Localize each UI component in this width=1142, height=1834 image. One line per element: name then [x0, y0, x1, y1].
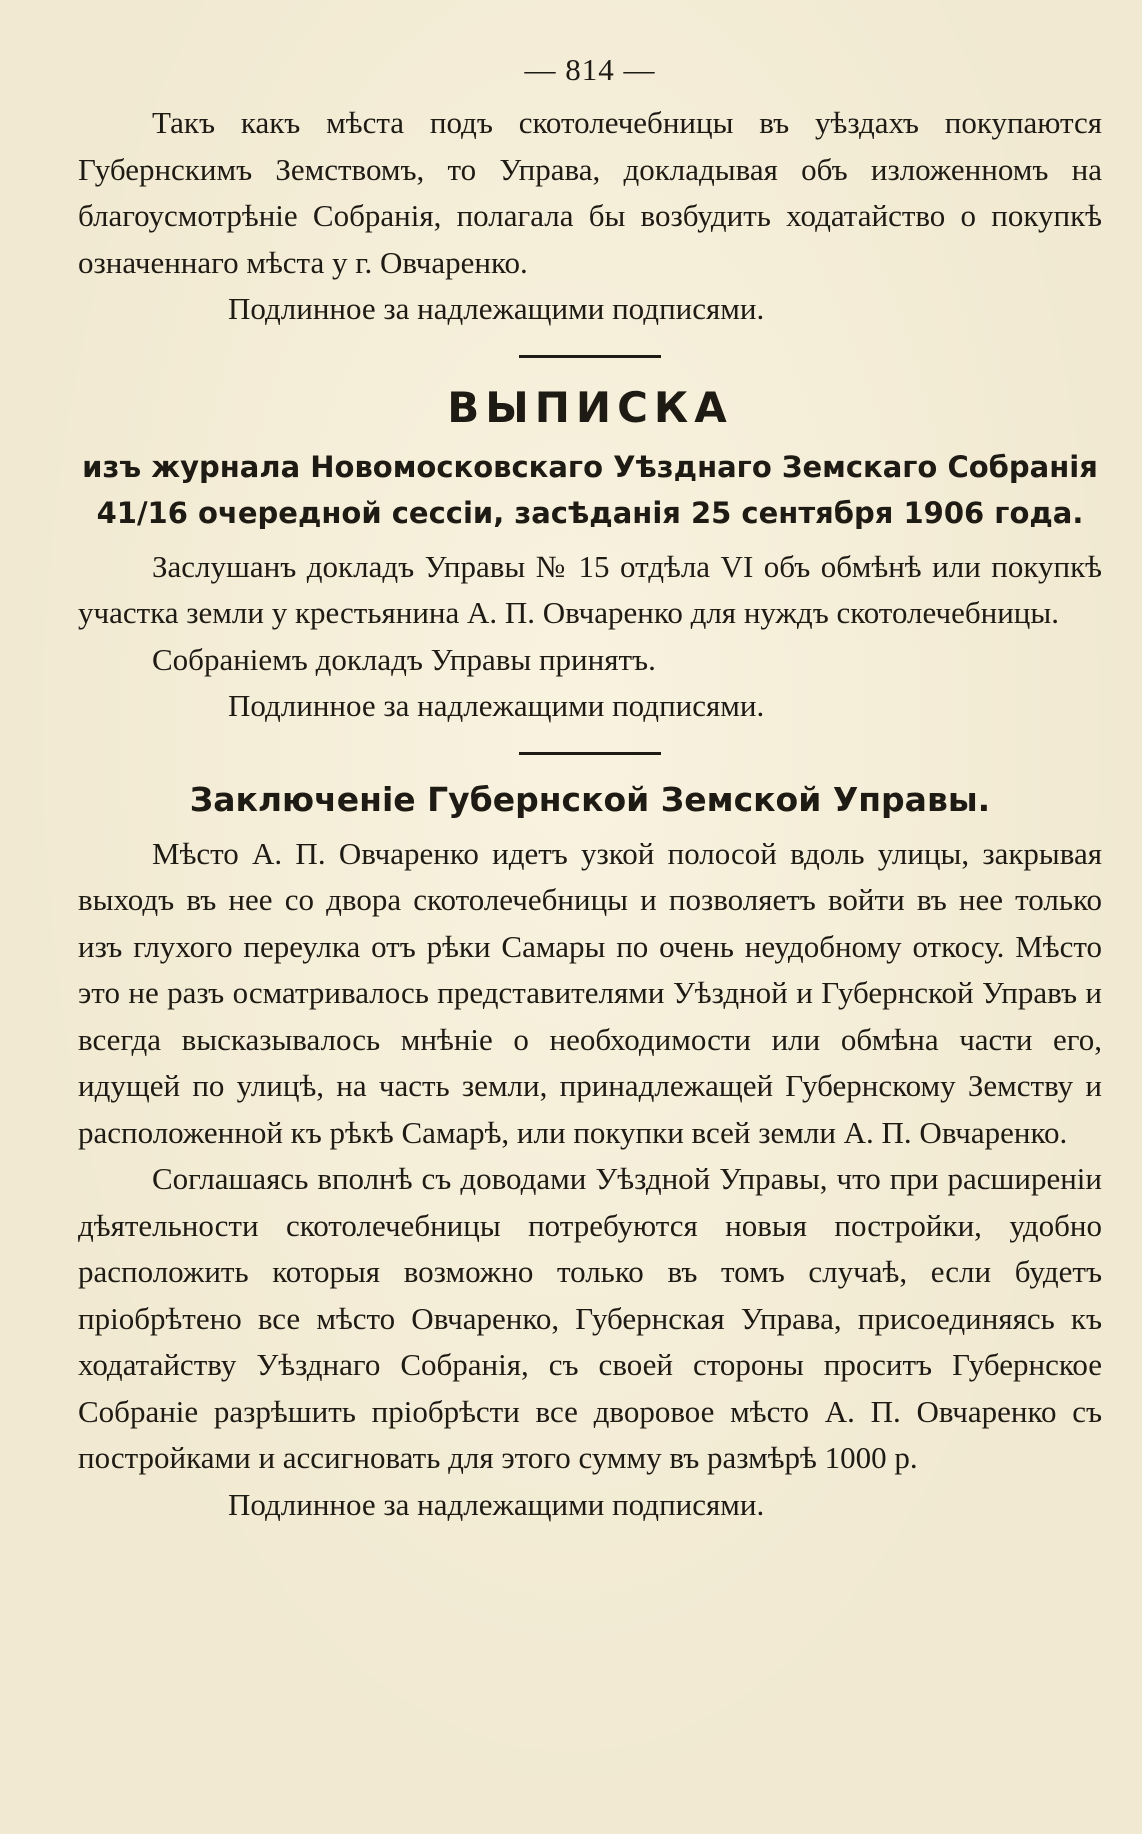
- conclusion-section: [78, 775, 1102, 1529]
- section-divider: [519, 752, 661, 755]
- section-divider: [519, 355, 661, 358]
- page-number: — 814 —: [524, 52, 656, 87]
- extract-title: ВЫПИСКА: [447, 382, 733, 432]
- extract-subtitle: изъ журнала Новомосковскаго Уѣзднаго Земскаго Собранія 41/16 очередной сессіи, засѣданія 25 сентября 1906 года.: [82, 449, 1098, 530]
- intro-section: [78, 100, 1102, 333]
- intro-signature: Подлинное за надлежащими подписями.: [228, 291, 765, 326]
- intro-paragraph: Такъ какъ мѣста подъ скотолечебницы въ уѣздахъ покупаются Губернскимъ Земствомъ, то Управа, докладывая объ изложенномъ на благоусмотрѣніе Собранія, полагала бы возбудить ходатайство о покупкѣ означеннаго мѣста у г. Овчаренко.: [78, 105, 1102, 280]
- extract-signature: Подлинное за надлежащими подписями.: [228, 688, 765, 723]
- extract-section: [78, 378, 1102, 730]
- extract-paragraph: Заслушанъ докладъ Управы № 15 отдѣла VI объ обмѣнѣ или покупкѣ участка земли у крестьянина А. П. Овчаренко для нуждъ скотолечебницы.: [78, 548, 1102, 630]
- conclusion-paragraph: Соглашаясь вполнѣ съ доводами Уѣздной Управы, что при расширеніи дѣятельности скотолечебницы потребуются новыя постройки, удобно расположить которыя возможно только въ томъ случаѣ, если будетъ пріобрѣтено все мѣсто Овчаренко, Губернская Управа, присоединяясь къ ходатайству Уѣзднаго Собранія, съ своей стороны проситъ Губернское Собраніе разрѣшить пріобрѣсти все дворовое мѣсто А. П. Овчаренко съ постройками и ассигновать для этого сумму въ размѣрѣ 1000 р.: [78, 1161, 1102, 1475]
- extract-decision: Собраніемъ докладъ Управы принятъ.: [152, 641, 656, 677]
- document-body: [78, 48, 1102, 1528]
- conclusion-paragraph: Мѣсто А. П. Овчаренко идетъ узкой полосой вдоль улицы, закрывая выходъ въ нее со двора скотолечебницы и позволяетъ войти въ нее только изъ глухого переулка отъ рѣки Самары по очень неудобному откосу. Мѣсто это не разъ осматривалось представителями Уѣздной и Губернской Управъ и всегда высказывалось мнѣніе о необходимости или обмѣна части его, идущей по улицѣ, на часть земли, принадлежащей Губернскому Земству и расположенной къ рѣкѣ Самарѣ, или покупки всей земли А. П. Овчаренко.: [78, 835, 1102, 1150]
- conclusion-heading: Заключеніе Губернской Земской Управы.: [189, 779, 991, 819]
- conclusion-signature: Подлинное за надлежащими подписями.: [228, 1486, 765, 1522]
